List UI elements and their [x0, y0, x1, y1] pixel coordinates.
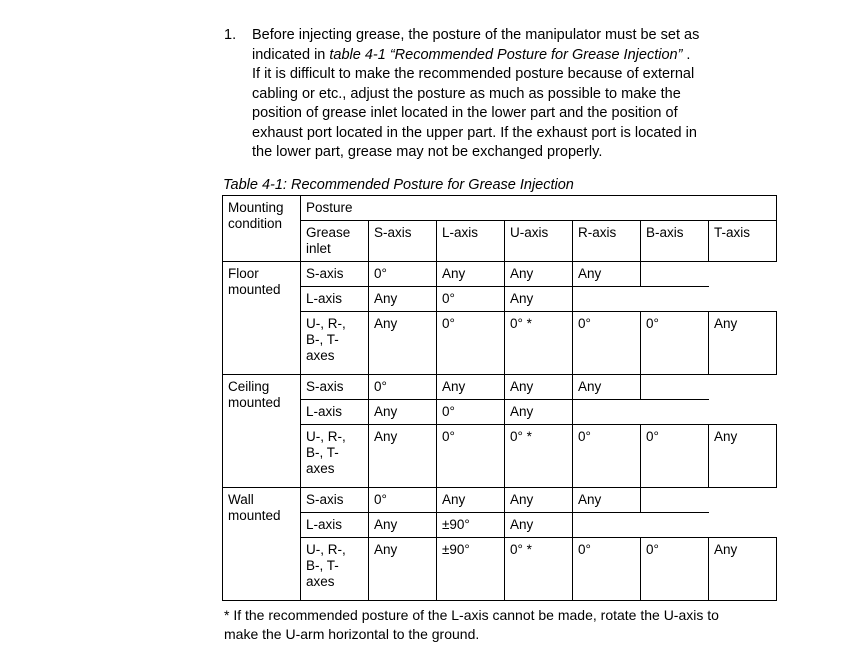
table-row — [223, 424, 777, 487]
mounting-floor — [223, 261, 301, 374]
inlet-line3: axes — [306, 573, 335, 589]
value-cell: ±90° — [437, 537, 505, 600]
value-cell-empty — [573, 399, 641, 424]
mounting-wall-line1: Wall — [228, 491, 254, 507]
header-axis-r: R-axis — [573, 220, 641, 261]
inlet-cell — [301, 424, 369, 487]
value-cell: 0° — [369, 374, 437, 399]
value-cell: Any — [709, 537, 777, 600]
document-page — [222, 26, 774, 644]
inlet-cell — [301, 537, 369, 600]
footnote-line-2: make the U-arm horizontal to the ground. — [224, 625, 480, 642]
header-mounting-condition — [223, 195, 301, 261]
value-cell: Any — [709, 311, 777, 374]
header-posture: Posture — [301, 195, 777, 220]
instruction-item — [222, 26, 774, 163]
inlet-cell: L-axis — [301, 286, 369, 311]
value-cell: Any — [709, 424, 777, 487]
table-row — [223, 311, 777, 374]
table-row — [223, 286, 777, 311]
value-cell-empty — [709, 374, 777, 399]
header-axis-b: B-axis — [641, 220, 709, 261]
mounting-floor-line1: Floor — [228, 265, 259, 281]
instruction-table-reference: table 4-1 “Recommended Posture for Grease Injection” — [329, 46, 683, 63]
header-mounting-condition-line1: Mounting — [228, 199, 284, 215]
value-cell: Any — [369, 424, 437, 487]
value-cell: Any — [505, 512, 573, 537]
value-cell-empty — [709, 487, 777, 512]
table-footnote — [222, 606, 776, 644]
table-header-row-1 — [223, 195, 777, 220]
inlet-cell: L-axis — [301, 512, 369, 537]
table-row — [223, 399, 777, 424]
value-cell-empty — [573, 286, 641, 311]
value-cell-empty — [641, 286, 709, 311]
value-cell: 0° * — [505, 311, 573, 374]
table-row — [223, 537, 777, 600]
value-cell-empty — [641, 374, 709, 399]
table-row — [223, 261, 777, 286]
value-cell: Any — [505, 374, 573, 399]
value-cell-empty — [641, 487, 709, 512]
value-cell-empty — [709, 261, 777, 286]
value-cell: Any — [369, 512, 437, 537]
recommended-posture-table — [222, 195, 777, 601]
mounting-floor-line2: mounted — [228, 281, 281, 297]
value-cell: 0° * — [505, 424, 573, 487]
inlet-line1: U-, R-, — [306, 315, 346, 331]
mounting-wall-line2: mounted — [228, 507, 281, 523]
inlet-line3: axes — [306, 347, 335, 363]
inlet-line2: B-, T- — [306, 444, 339, 460]
value-cell: Any — [437, 374, 505, 399]
value-cell: Any — [505, 399, 573, 424]
value-cell: 0° — [437, 399, 505, 424]
value-cell: 0° * — [505, 537, 573, 600]
mounting-ceiling — [223, 374, 301, 487]
value-cell-empty — [709, 512, 777, 537]
value-cell: 0° — [573, 311, 641, 374]
value-cell: Any — [573, 487, 641, 512]
instruction-line-7: the lower part, grease may not be exchanged properly. — [252, 144, 603, 160]
mounting-ceiling-line2: mounted — [228, 394, 281, 410]
instruction-line-4: cabling or etc., adjust the posture as much as possible to make the — [252, 85, 681, 102]
header-axis-t: T-axis — [709, 220, 777, 261]
value-cell: Any — [573, 374, 641, 399]
instruction-line-2-suffix: . — [682, 46, 691, 63]
inlet-cell: S-axis — [301, 374, 369, 399]
value-cell: 0° — [573, 424, 641, 487]
inlet-line1: U-, R-, — [306, 541, 346, 557]
instruction-line-6: exhaust port located in the upper part. If the exhaust port is located in — [252, 124, 697, 141]
value-cell: Any — [505, 286, 573, 311]
value-cell: Any — [437, 261, 505, 286]
value-cell: 0° — [437, 311, 505, 374]
header-grease-inlet — [301, 220, 369, 261]
table-caption: Table 4-1: Recommended Posture for Grease Injection — [223, 176, 574, 193]
mounting-ceiling-line1: Ceiling — [228, 378, 270, 394]
inlet-cell: L-axis — [301, 399, 369, 424]
header-axis-u: U-axis — [505, 220, 573, 261]
value-cell: Any — [369, 311, 437, 374]
inlet-cell: S-axis — [301, 487, 369, 512]
mounting-wall — [223, 487, 301, 600]
inlet-line3: axes — [306, 460, 335, 476]
value-cell: Any — [573, 261, 641, 286]
inlet-cell: S-axis — [301, 261, 369, 286]
table-row — [223, 512, 777, 537]
value-cell-empty — [709, 286, 777, 311]
instruction-number: 1. — [224, 27, 237, 43]
value-cell: 0° — [573, 537, 641, 600]
value-cell-empty — [573, 512, 641, 537]
value-cell: Any — [505, 261, 573, 286]
value-cell: 0° — [437, 286, 505, 311]
value-cell: Any — [369, 286, 437, 311]
value-cell: Any — [369, 537, 437, 600]
value-cell: 0° — [641, 537, 709, 600]
header-axis-s: S-axis — [369, 220, 437, 261]
value-cell-empty — [641, 261, 709, 286]
instruction-text — [252, 26, 774, 163]
table-header-row-2 — [223, 220, 777, 261]
value-cell: 0° — [369, 487, 437, 512]
value-cell: Any — [505, 487, 573, 512]
inlet-line2: B-, T- — [306, 557, 339, 573]
value-cell-empty — [641, 512, 709, 537]
value-cell-empty — [709, 399, 777, 424]
value-cell: 0° — [437, 424, 505, 487]
instruction-line-3: If it is difficult to make the recommended posture because of external — [252, 66, 695, 82]
table-row — [223, 374, 777, 399]
value-cell: Any — [437, 487, 505, 512]
instruction-line-5: position of grease inlet located in the lower part and the position of — [252, 105, 678, 121]
inlet-line2: B-, T- — [306, 331, 339, 347]
value-cell: ±90° — [437, 512, 505, 537]
instruction-line-1: Before injecting grease, the posture of the manipulator must be set as — [252, 27, 700, 43]
header-grease-inlet-line1: Grease — [306, 224, 351, 240]
footnote-line-1: * If the recommended posture of the L-axis cannot be made, rotate the U-axis to — [224, 606, 719, 623]
header-axis-l: L-axis — [437, 220, 505, 261]
inlet-cell — [301, 311, 369, 374]
header-grease-inlet-line2: inlet — [306, 240, 331, 256]
table-row — [223, 487, 777, 512]
value-cell: 0° — [641, 424, 709, 487]
value-cell: 0° — [369, 261, 437, 286]
inlet-line1: U-, R-, — [306, 428, 346, 444]
value-cell-empty — [641, 399, 709, 424]
instruction-line-2-prefix: indicated in — [252, 46, 330, 63]
value-cell: 0° — [641, 311, 709, 374]
header-mounting-condition-line2: condition — [228, 215, 283, 231]
value-cell: Any — [369, 399, 437, 424]
